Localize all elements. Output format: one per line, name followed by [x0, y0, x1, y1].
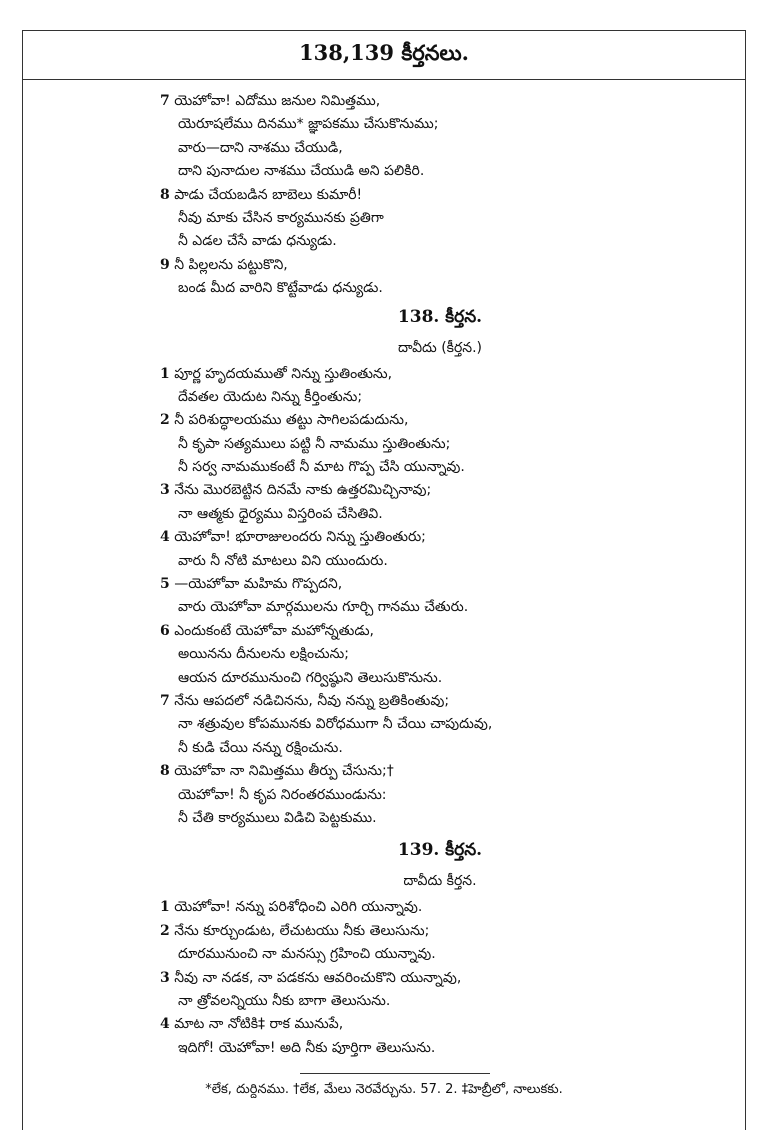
verse-number: 3	[160, 482, 170, 499]
verse-line	[160, 526, 740, 549]
verse-text: దేవతల యెదుట నిన్ను కీర్తింతును;	[178, 388, 363, 405]
page-content	[160, 90, 740, 1060]
verse-text: దూరమునుంచి నా మనస్సు గ్రహించి యున్నావు.	[178, 946, 436, 963]
verse-line	[160, 1013, 740, 1036]
psalm-139-title: 139. కీర్తన.	[397, 840, 483, 861]
verse-line	[160, 596, 740, 619]
verse-line	[160, 386, 740, 409]
verse-text: ఆయన దూరమునుంచి గర్విష్ఠుని తెలుసుకొనును.	[178, 669, 443, 686]
verse-text: దాని పునాదుల నాశము చేయుడి అని పలికిరి.	[178, 163, 425, 180]
verse-line	[160, 433, 740, 456]
verse-text: నీ ఎడల చేసే వాడు ధన్యుడు.	[178, 233, 337, 250]
verse-text: యెహోవా! నీ కృప నిరంతరముండును:	[178, 786, 387, 803]
footnotes: *లేక, దుర్దినము. †లేక, మేలు నెరవేర్చును. 57. 2. ‡హెబ్రీలో, నాలుకకు.	[205, 1082, 563, 1097]
verse-line	[160, 573, 740, 596]
verse-line	[160, 896, 740, 919]
verse-text: నీ పరిశుద్ధాలయము తట్టు సాగిలపడుదును,	[174, 412, 409, 429]
verse-number: 1	[160, 899, 170, 916]
verse-text: నీవు మాకు చేసిన కార్యమునకు ప్రతిగా	[178, 209, 384, 226]
verse-line	[160, 230, 740, 253]
verse-text: నీవు నా నడక, నా పడకను ఆవరించుకొని యున్నావు,	[174, 969, 462, 986]
verse-number: 8	[160, 186, 170, 203]
page-border-top	[22, 30, 746, 31]
verse-line	[160, 967, 740, 990]
verse-number: 4	[160, 1016, 170, 1033]
verse-text: యెహోవా! భూరాజులందరు నిన్ను స్తుతింతురు;	[174, 529, 426, 546]
verse-text: అయినను దీనులను లక్షించును;	[178, 646, 349, 663]
verse-line	[160, 667, 740, 690]
verse-text: బండ మీద వారిని కొట్టేవాడు ధన్యుడు.	[178, 280, 383, 297]
verse-text: వారు యెహోవా మార్గములను గూర్చి గానము చేతురు.	[178, 599, 469, 616]
verse-text: నేను మొరబెట్టిన దినమే నాకు ఉత్తరమిచ్చినావు;	[174, 482, 432, 499]
verse-number: 9	[160, 256, 170, 273]
verse-text: నా శత్రువుల కోపమునకు విరోధముగా నీ చేయి చాపుదువు,	[178, 716, 493, 733]
verse-line	[160, 737, 740, 760]
verse-number: 2	[160, 922, 170, 939]
psalm-138-subtitle: దావీదు (కీర్తన.)	[397, 339, 483, 356]
verse-line	[160, 479, 740, 502]
verse-line	[160, 1037, 740, 1060]
verse-text: యెహోవా నా నిమిత్తము తీర్పు చేసును;†	[174, 763, 394, 780]
footnote-rule	[300, 1073, 490, 1074]
verse-text: నీ కుడి చేయి నన్ను రక్షించును.	[178, 739, 343, 756]
verse-text: నా ఆత్మకు ధైర్యము విస్తరింప చేసితివి.	[178, 505, 383, 522]
verse-line	[160, 363, 740, 386]
page-border-right	[745, 30, 746, 1130]
verse-text: ఇదిగో! యెహోవా! అది నీకు పూర్తిగా తెలుసును.	[178, 1039, 436, 1056]
page-header: 138,139 కీర్తనలు.	[299, 40, 469, 65]
psalm-138-verses	[160, 363, 740, 831]
verse-text: పాడు చేయబడిన బాబెలు కుమారీ!	[174, 186, 363, 203]
verse-text: నేను కూర్చుండుట, లేచుటయు నీకు తెలుసును;	[174, 922, 430, 939]
verse-line	[160, 409, 740, 432]
verse-number: 6	[160, 622, 170, 639]
verse-number: 7	[160, 692, 170, 709]
verse-line	[160, 184, 740, 207]
verse-text: నీ పిల్లలను పట్టుకొని,	[174, 256, 288, 273]
verse-line	[160, 713, 740, 736]
psalm-139-subtitle: దావీదు కీర్తన.	[403, 873, 477, 890]
verse-line	[160, 277, 740, 300]
verse-number: 8	[160, 763, 170, 780]
verse-line	[160, 690, 740, 713]
page-border-left	[22, 30, 23, 1130]
verse-line	[160, 456, 740, 479]
verse-number: 1	[160, 365, 170, 382]
verse-line	[160, 620, 740, 643]
verse-text: యెరూషలేము దినము* జ్ఞాపకము చేసుకొనుము;	[178, 116, 439, 133]
verse-text: యెహోవా! ఎదోము జనుల నిమిత్తము,	[174, 93, 381, 109]
verse-line	[160, 920, 740, 943]
verse-text: నేను ఆపదలో నడిచినను, నీవు నన్ను బ్రతికింతువు;	[174, 692, 450, 709]
verse-line	[160, 990, 740, 1013]
header-rule	[22, 79, 746, 80]
verse-text: నా త్రోవలన్నియు నీకు బాగా తెలుసును.	[178, 992, 391, 1009]
verse-line	[160, 113, 740, 136]
verse-line	[160, 760, 740, 783]
verse-line	[160, 807, 740, 830]
verse-line	[160, 207, 740, 230]
verse-text: నీ సర్వ నామముకంటే నీ మాట గొప్ప చేసి యున్నావు.	[178, 459, 465, 476]
verse-text: —యెహోవా మహిమ గొప్పదని,	[174, 576, 343, 593]
verse-line	[160, 550, 740, 573]
verse-text: యెహోవా! నన్ను పరిశోధించి ఎరిగి యున్నావు.	[174, 899, 423, 916]
verse-line	[160, 254, 740, 277]
verse-line	[160, 784, 740, 807]
verse-text: పూర్ణ హృదయముతో నిన్ను స్తుతింతును,	[174, 365, 393, 382]
verse-line	[160, 90, 740, 113]
verse-line	[160, 943, 740, 966]
verse-line	[160, 503, 740, 526]
psalm-139-verses	[160, 896, 740, 1060]
verse-line	[160, 137, 740, 160]
verse-line	[160, 643, 740, 666]
psalm-137-continuation	[160, 90, 740, 301]
verse-text: మాట నా నోటికి‡ రాక మునుపే,	[174, 1016, 344, 1033]
verse-text: వారు—దాని నాశము చేయుడి,	[178, 139, 343, 156]
verse-text: నీ కృపా సత్యములు పట్టి నీ నామము స్తుతింతును;	[178, 435, 451, 452]
psalm-138-title: 138. కీర్తన.	[397, 306, 483, 327]
verse-number: 5	[160, 576, 170, 593]
verse-number: 4	[160, 529, 170, 546]
verse-text: వారు నీ నోటి మాటలు విని యుందురు.	[178, 552, 388, 569]
verse-text: నీ చేతి కార్యములు విడిచి పెట్టకుము.	[178, 809, 377, 826]
verse-line	[160, 160, 740, 183]
verse-number: 2	[160, 412, 170, 429]
verse-number: 3	[160, 969, 170, 986]
verse-number: 7	[160, 93, 170, 109]
verse-text: ఎందుకంటే యెహోవా మహోన్నతుడు,	[174, 622, 375, 639]
